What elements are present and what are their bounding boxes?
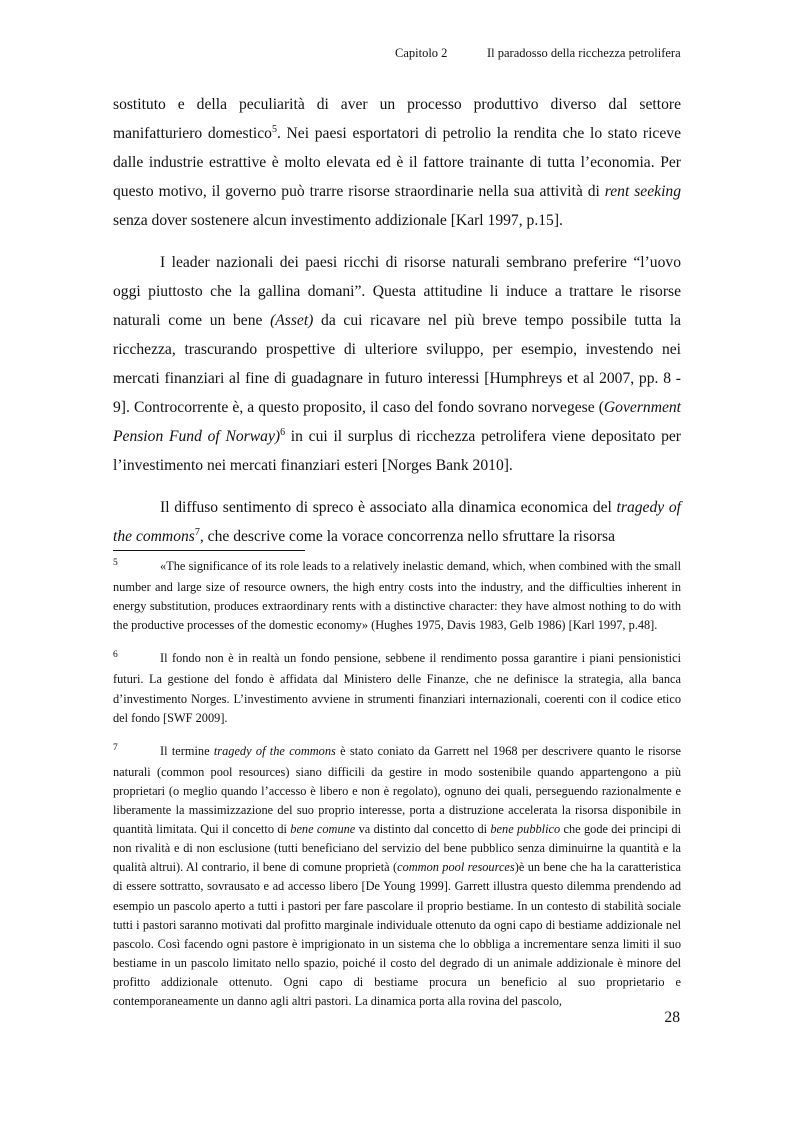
- fn7-text-2: è stato coniato da Garrett nel 1968 per descrivere quanto le risorse naturali (common pool resources) siano difficili da gestire in modo sostenibile quando appartengono a più proprietari (o meglio quando l’accesso è libero e non è regolato), ognuno dei quali, perseguendo razionalmente e liberamente la massimizzazione del suo proprio interesse, porta a distruzione accelerata la risorsa disponibile in quantità limitata. Qui il concetto di: [113, 743, 681, 837]
- footnote-5-text: «The significance of its role leads to a relatively inelastic demand, which, when combined with the small number and large size of resource owners, the high entry costs into the industry, and the difficulties inherent in energy substitution, produces extraordinary rents with a distinctive character: they have almost nothing to do with the productive processes of the domestic economy» (Hughes 1975, Davis 1983, Gelb 1986) [Karl 1997, p.48].: [113, 559, 681, 633]
- p2-italic-fund-name: Government Pension Fund of Norway): [113, 399, 681, 445]
- footnotes: [113, 557, 681, 1025]
- page-number: 28: [664, 1009, 680, 1026]
- p3-italic-tragedy: tragedy of the commons: [113, 499, 681, 545]
- paragraph-1: [113, 90, 681, 235]
- fn7-text-5: )è un bene che ha la caratteristica di essere sottratto, sovrausato e ad accesso libero [De Young 1999]. Garrett illustra questo dilemma prendendo ad esempio un pascolo aperto a tutti i pastori per fare pascolare il proprio bestiame. In un contesto di stabilità sociale tutti i pastori saranno motivati dal profitto marginale individuale ottenuto da ogni capo di bestiame addizionale nel pascolo. Così facendo ogni pastore è imprigionato in un sistema che lo obbliga a incrementare senza limiti il suo bestiame in un pascolo limitato nello spazio, poiché il costo del degrado di un animale addizionale è minore del profitto addizionale ottenuto. Ogni capo di bestiame procura un beneficio al suo proprietario e contemporaneamente un danno agli altri pastori. La dinamica porta alla rovina del pascolo,: [113, 860, 681, 1008]
- footnote-7: [113, 742, 681, 1011]
- p1-text-1: sostituto e della peculiarità di aver un processo produttivo diverso dal settore manifatturiero domestico: [113, 96, 681, 142]
- p1-text-2: . Nei paesi esportatori di petrolio la rendita che lo stato riceve dalle industrie estrattive è molto elevata ed è il fattore trainante di tutta l’economia. Per questo motivo, il governo può trarre risorse straordinarie nella sua attività di: [113, 125, 681, 200]
- footnote-separator: [113, 550, 305, 551]
- p1-italic-rent-seeking: rent seeking: [604, 183, 681, 200]
- fn7-text-4: che gode dei principi di non rivalità e di non esclusione (tutti beneficiano del servizio del bene pubblico senza diminuirne la quantità e la qualità altrui). Al contrario, il bene di comune proprietà (: [113, 822, 681, 875]
- p2-italic-asset: (Asset): [270, 312, 314, 329]
- body-text: [113, 90, 681, 551]
- footnote-number: 7: [113, 742, 118, 753]
- p1-text-3: senza dover sostenere alcun investimento addizionale [Karl 1997, p.15].: [113, 212, 563, 229]
- footnote-6: [113, 649, 681, 727]
- footnote-ref-6: 6: [280, 426, 286, 438]
- footnote-number: 5: [113, 558, 118, 568]
- running-head-title: Il paradosso della ricchezza petrolifera: [487, 46, 681, 60]
- paragraph-2: [113, 248, 681, 480]
- running-head-chapter: Capitolo 2: [395, 46, 448, 60]
- footnote-ref-5: 5: [271, 123, 277, 135]
- fn7-italic-4: common pool resources: [397, 860, 515, 875]
- footnote-ref-7: 7: [194, 526, 200, 538]
- footnote-5: [113, 557, 681, 635]
- fn7-italic-1: tragedy of the commons: [213, 743, 336, 758]
- fn7-italic-3: bene pubblico: [490, 822, 561, 837]
- fn7-text-3: va distinto dal concetto di: [355, 822, 491, 837]
- fn7-italic-2: bene comune: [290, 822, 356, 837]
- paragraph-3: [113, 493, 681, 551]
- p3-text-1: Il diffuso sentimento di spreco è associato alla dinamica economica del: [160, 499, 617, 516]
- p2-text-1: I leader nazionali dei paesi ricchi di risorse naturali sembrano preferire “l’uovo oggi piuttosto che la gallina domani”. Questa attitudine li induce a trattare le risorse naturali come un bene: [113, 254, 681, 329]
- p3-text-2: , che descrive come la vorace concorrenza nello sfruttare la risorsa: [199, 528, 616, 545]
- p2-text-3: in cui il surplus di ricchezza petrolifera viene depositato per l’investimento nei mercati finanziari esteri [Norges Bank 2010].: [113, 428, 682, 474]
- p2-text-2: da cui ricavare nel più breve tempo possibile tutta la ricchezza, trascurando prospettive di ulteriore sviluppo, per esempio, investendo nei mercati finanziari al fine di guadagnare in futuro interessi [Humphreys et al 2007, pp. 8 - 9]. Controcorrente è, a questo proposito, il caso del fondo sovrano norvegese (: [113, 312, 681, 416]
- fn7-text-1: Il termine: [160, 743, 214, 758]
- running-head: [395, 46, 681, 61]
- footnote-number: 6: [113, 650, 118, 661]
- footnote-6-text: Il fondo non è in realtà un fondo pensione, sebbene il rendimento possa garantire i piani pensionistici futuri. La gestione del fondo è affidata dal Ministero delle Finanze, che ne definisce la strategia, alla banca d’investimento Norges. L’investimento avviene in strumenti finanziari internazionali, coerenti con il codice etico del fondo [SWF 2009].: [113, 651, 681, 725]
